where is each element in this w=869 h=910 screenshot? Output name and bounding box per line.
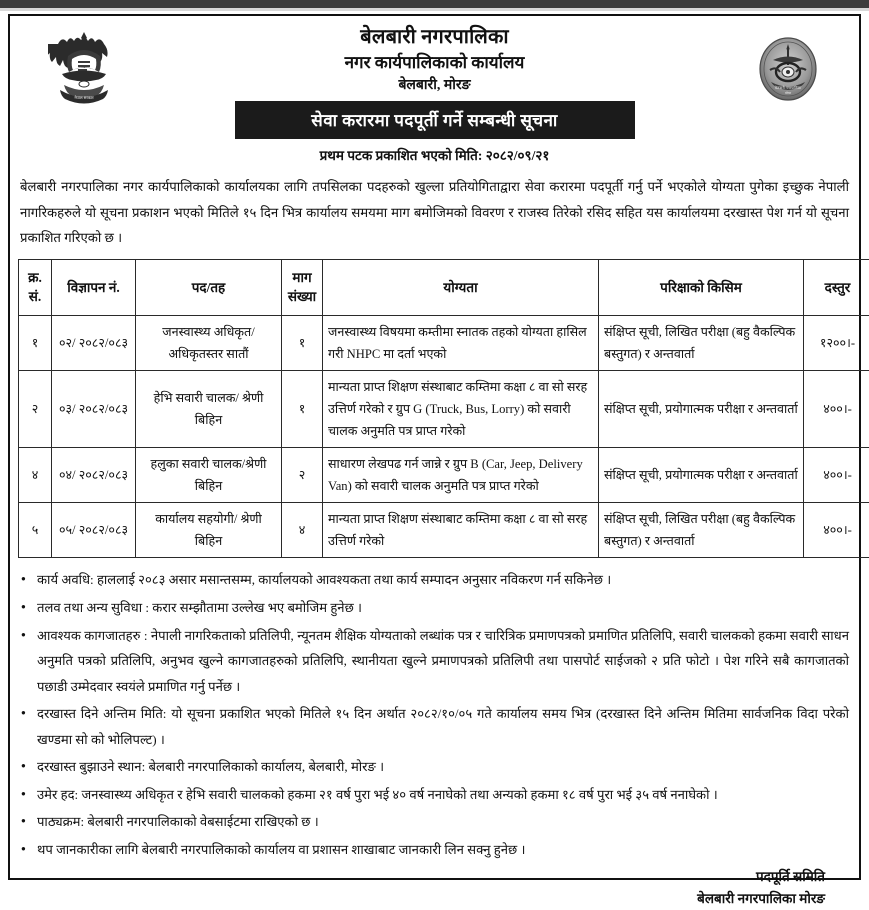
list-item: ● दरखास्त बुझाउने स्थान: बेलबारी नगरपालिकाको कार्यालय, बेलबारी, मोरङ ।	[20, 754, 849, 780]
column-header-qualification: योग्यता	[323, 260, 599, 316]
cell-fee: ४००।-	[804, 448, 869, 503]
nepal-government-emblem-icon	[48, 28, 120, 110]
cell-ad-number: ०२/ २०८२/०८३	[52, 316, 136, 371]
svg-text:बेलबारी नगरपालिका: बेलबारी नगरपालिका	[775, 85, 801, 90]
cell-quantity: २	[282, 448, 323, 503]
cell-post-level: कार्यालय सहयोगी/ श्रेणी बिहिन	[136, 503, 282, 558]
cell-post-level: हलुका सवारी चालक/श्रेणी बिहिन	[136, 448, 282, 503]
office-location: बेलबारी, मोरङ	[18, 75, 851, 96]
column-header-post-level: पद/तह	[136, 260, 282, 316]
column-header-fee: दस्तुर	[804, 260, 869, 316]
cell-qualification: साधारण लेखपढ गर्न जान्ने र ग्रुप B (Car, Jeep, Delivery Van) को सवारी चालक अनुमति पत्र प्राप्त गरेको	[323, 448, 599, 503]
cell-serial: ४	[19, 448, 52, 503]
organization-name: बेलबारी नगरपालिका	[18, 24, 851, 51]
top-edge-strip	[0, 0, 869, 8]
svg-text:नेपाल सरकार: नेपाल सरकार	[74, 95, 94, 100]
cell-qualification: मान्यता प्राप्त शिक्षण संस्थाबाट कम्तिमा कक्षा ८ वा सो सरह उत्तिर्ण गरेको	[323, 503, 599, 558]
table-header-row	[19, 260, 869, 316]
table-row	[19, 448, 869, 503]
list-item: ● तलव तथा अन्य सुविधा : करार सम्झौतामा उल्लेख भए बमोजिम हुनेछ ।	[20, 595, 849, 621]
cell-exam-type: संक्षिप्त सूची, लिखित परीक्षा (बहु वैकल्पिक बस्तुगत) र अन्तवार्ता	[599, 503, 804, 558]
cell-qualification: जनस्वास्थ्य विषयमा कम्तीमा स्नातक तहको योग्यता हासिल गरी NHPC मा दर्ता भएको	[323, 316, 599, 371]
intro-paragraph: बेलबारी नगरपालिका नगर कार्यपालिकाको कार्यालयका लागि तपसिलका पदहरुको खुल्ला प्रतियोगिताद्वारा सेवा करारमा पदपूर्ती गर्नु पर्ने भएकोले योग्यता पुगेका इच्छुक नेपाली नागरिकहरुले यो सूचना प्रकाशन भएको मितिले १५ दिन भित्र कार्यालय समयमा माग बमोजिमको विवरण र राजस्व तिरेको रसिद सहित यस कार्यालयमा दरखास्त पेश गर्न यो सूचना प्रकाशित गरिएको छ ।	[18, 172, 851, 251]
document-header	[18, 20, 851, 170]
column-header-exam-type: परिक्षाको किसिम	[599, 260, 804, 316]
municipality-seal-icon	[757, 36, 819, 104]
table-row	[19, 371, 869, 448]
table-row	[19, 503, 869, 558]
cell-serial: १	[19, 316, 52, 371]
cell-ad-number: ०५/ २०८२/०८३	[52, 503, 136, 558]
list-item: ● थप जानकारीका लागि बेलबारी नगरपालिकाको कार्यालय वा प्रशासन शाखाबाट जानकारी लिन सक्नु हुनेछ ।	[20, 837, 849, 863]
column-header-quantity: माग संख्या	[282, 260, 323, 316]
cell-quantity: ४	[282, 503, 323, 558]
cell-fee: १२००।-	[804, 316, 869, 371]
cell-exam-type: संक्षिप्त सूची, लिखित परीक्षा (बहु वैकल्पिक बस्तुगत) र अन्तवार्ता	[599, 316, 804, 371]
office-name: नगर कार्यपालिकाको कार्यालय	[18, 51, 851, 75]
list-item: ● आवश्यक कागजातहरु : नेपाली नागरिकताको प्रतिलिपी, न्यूनतम शैक्षिक योग्यताको लब्धांक पत्र र चारित्रिक प्रमाणपत्रको प्रमाणित प्रतिलिपि, सवारी चालकको हकमा सवारी साधन अनुमति पत्रको प्रतिलिपि, अनुभव खुल्ने कागजातहरुको प्रतिलिपि, स्थानीयता खुल्ने प्रमाणपत्रको प्रतिलिपी तथा पासपोर्ट साईजको २ प्रति फोटो । पेश गरिने सबै कागजातको पछाडी उम्मेदवार स्वयंले प्रमाणित गर्नु पर्नेछ ।	[20, 623, 849, 700]
notice-document	[8, 14, 861, 880]
notice-title-banner: सेवा करारमा पदपूर्ती गर्ने सम्बन्धी सूचना	[235, 101, 635, 139]
cell-ad-number: ०४/ २०८२/०८३	[52, 448, 136, 503]
cell-post-level: जनस्वास्थ्य अधिकृत/ अधिकृतस्तर सातौं	[136, 316, 282, 371]
signature-block	[18, 866, 851, 909]
column-header-ad-number: विज्ञापन नं.	[52, 260, 136, 316]
svg-text:मोरङ: मोरङ	[785, 91, 792, 95]
cell-post-level: हेभि सवारी चालक/ श्रेणी बिहिन	[136, 371, 282, 448]
publication-date: प्रथम पटक प्रकाशित भएको मिति: २०८२/०९/२१	[18, 146, 851, 164]
cell-fee: ४००।-	[804, 371, 869, 448]
top-edge-strip-light	[0, 8, 869, 11]
signature-committee: पदपूर्ति समिति	[18, 866, 825, 888]
table-row	[19, 316, 869, 371]
cell-serial: ५	[19, 503, 52, 558]
conditions-list	[18, 567, 851, 862]
list-item: ● दरखास्त दिने अन्तिम मिति: यो सूचना प्रकाशित भएको मितिले १५ दिन अर्थात २०८२/१०/०५ गते कार्यालय समय भित्र (दरखास्त दिने अन्तिम मितिमा सार्वजनिक विदा परेको खण्डमा सो को भोलिपल्ट) ।	[20, 701, 849, 752]
table-body	[19, 316, 869, 558]
cell-qualification: मान्यता प्राप्त शिक्षण संस्थाबाट कम्तिमा कक्षा ८ वा सो सरह उत्तिर्ण गरेको र ग्रुप G (Truck, Bus, Lorry) को सवारी चालक अनुमति पत्र प्राप्त गरेको	[323, 371, 599, 448]
cell-exam-type: संक्षिप्त सूची, प्रयोगात्मक परीक्षा र अन्तवार्ता	[599, 371, 804, 448]
vacancy-table	[18, 259, 869, 558]
cell-serial: २	[19, 371, 52, 448]
list-item: ● कार्य अवधि: हाललाई २०८३ असार मसान्तसम्म, कार्यालयको आवश्यकता तथा कार्य सम्पादन अनुसार नविकरण गर्न सकिनेछ ।	[20, 567, 849, 593]
column-header-serial: क्र. सं.	[19, 260, 52, 316]
list-item: ● पाठ्यक्रम: बेलबारी नगरपालिकाको वेबसाईटमा राखिएको छ ।	[20, 809, 849, 835]
table-head	[19, 260, 869, 316]
cell-quantity: १	[282, 371, 323, 448]
cell-fee: ४००।-	[804, 503, 869, 558]
cell-ad-number: ०३/ २०८२/०८३	[52, 371, 136, 448]
cell-exam-type: संक्षिप्त सूची, प्रयोगात्मक परीक्षा र अन्तवार्ता	[599, 448, 804, 503]
list-item: ● उमेर हद: जनस्वास्थ्य अधिकृत र हेभि सवारी चालकको हकमा २१ वर्ष पुरा भई ४० वर्ष ननाघेको तथा अन्यको हकमा १८ वर्ष पुरा भई ३५ वर्ष ननाघेको ।	[20, 782, 849, 808]
header-text-block	[18, 20, 851, 164]
notice-banner-wrap	[18, 101, 851, 139]
signature-organization: बेलबारी नगरपालिका मोरङ	[18, 888, 825, 910]
cell-quantity: १	[282, 316, 323, 371]
